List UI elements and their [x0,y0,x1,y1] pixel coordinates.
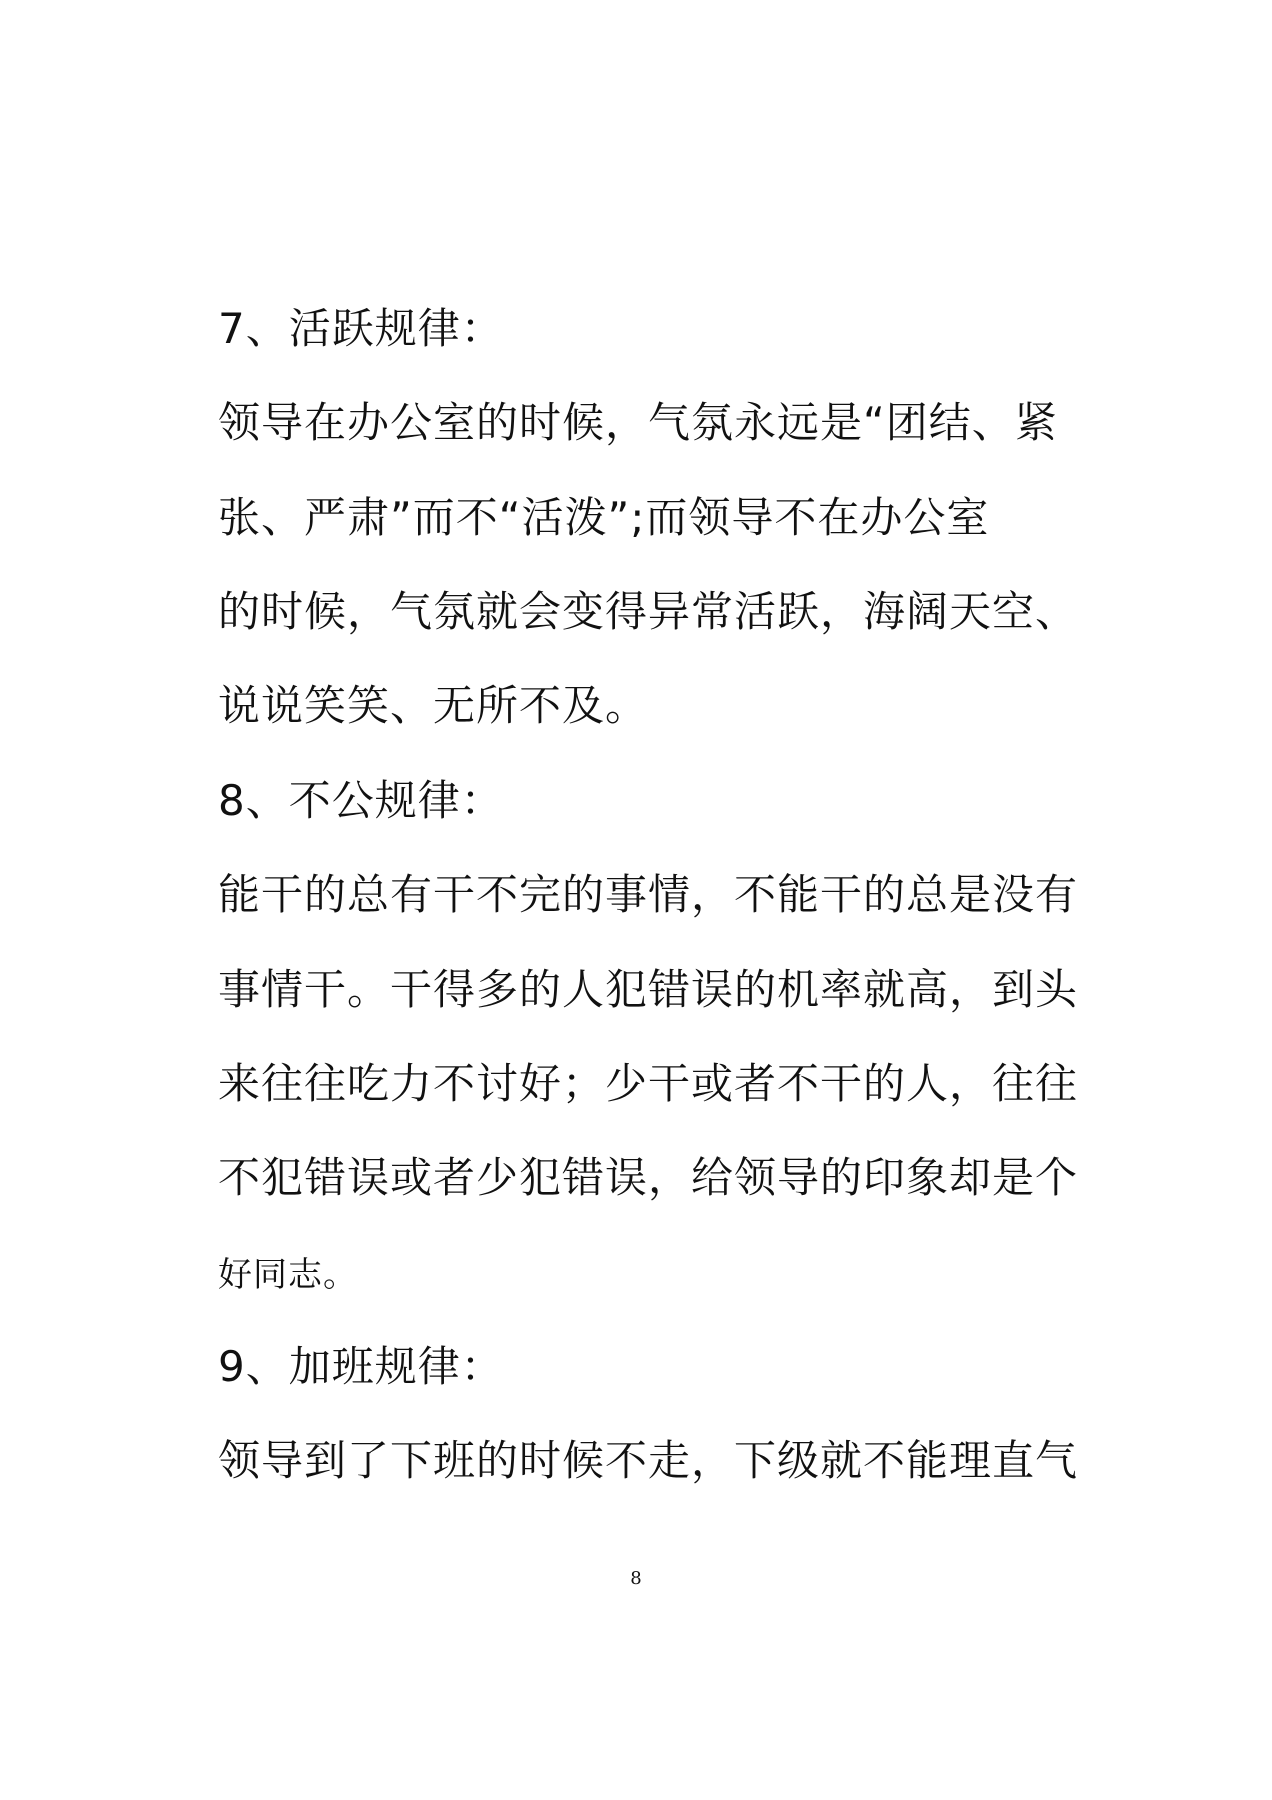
paragraph-line: 好同志。 [218,1255,358,1295]
paragraph-line: 事情干。干得多的人犯错误的机率就高，到头 [218,965,1079,1014]
paragraph-line: 领导到了下班的时候不走，下级就不能理直气 [218,1436,1079,1485]
paragraph-line: 说说笑笑、无所不及。 [218,681,649,730]
paragraph-line: 能干的总有干不完的事情，不能干的总是没有 [218,870,1079,919]
page-number: 8 [630,1568,642,1589]
paragraph-line: 不犯错误或者少犯错误，给领导的印象却是个 [218,1153,1079,1202]
heading-9: 9、加班规律： [218,1342,504,1391]
paragraph-line: 的时候，气氛就会变得异常活跃，海阔天空、 [218,587,1079,636]
heading-7: 7、活跃规律： [218,304,504,353]
heading-8: 8、不公规律： [218,776,504,825]
paragraph-line: 来往往吃力不讨好；少干或者不干的人，往往 [218,1059,1079,1108]
paragraph-line: 张、严肃”而不“活泼”;而领导不在办公室 [218,493,990,542]
paragraph-line: 领导在办公室的时候，气氛永远是“团结、紧 [218,398,1058,447]
